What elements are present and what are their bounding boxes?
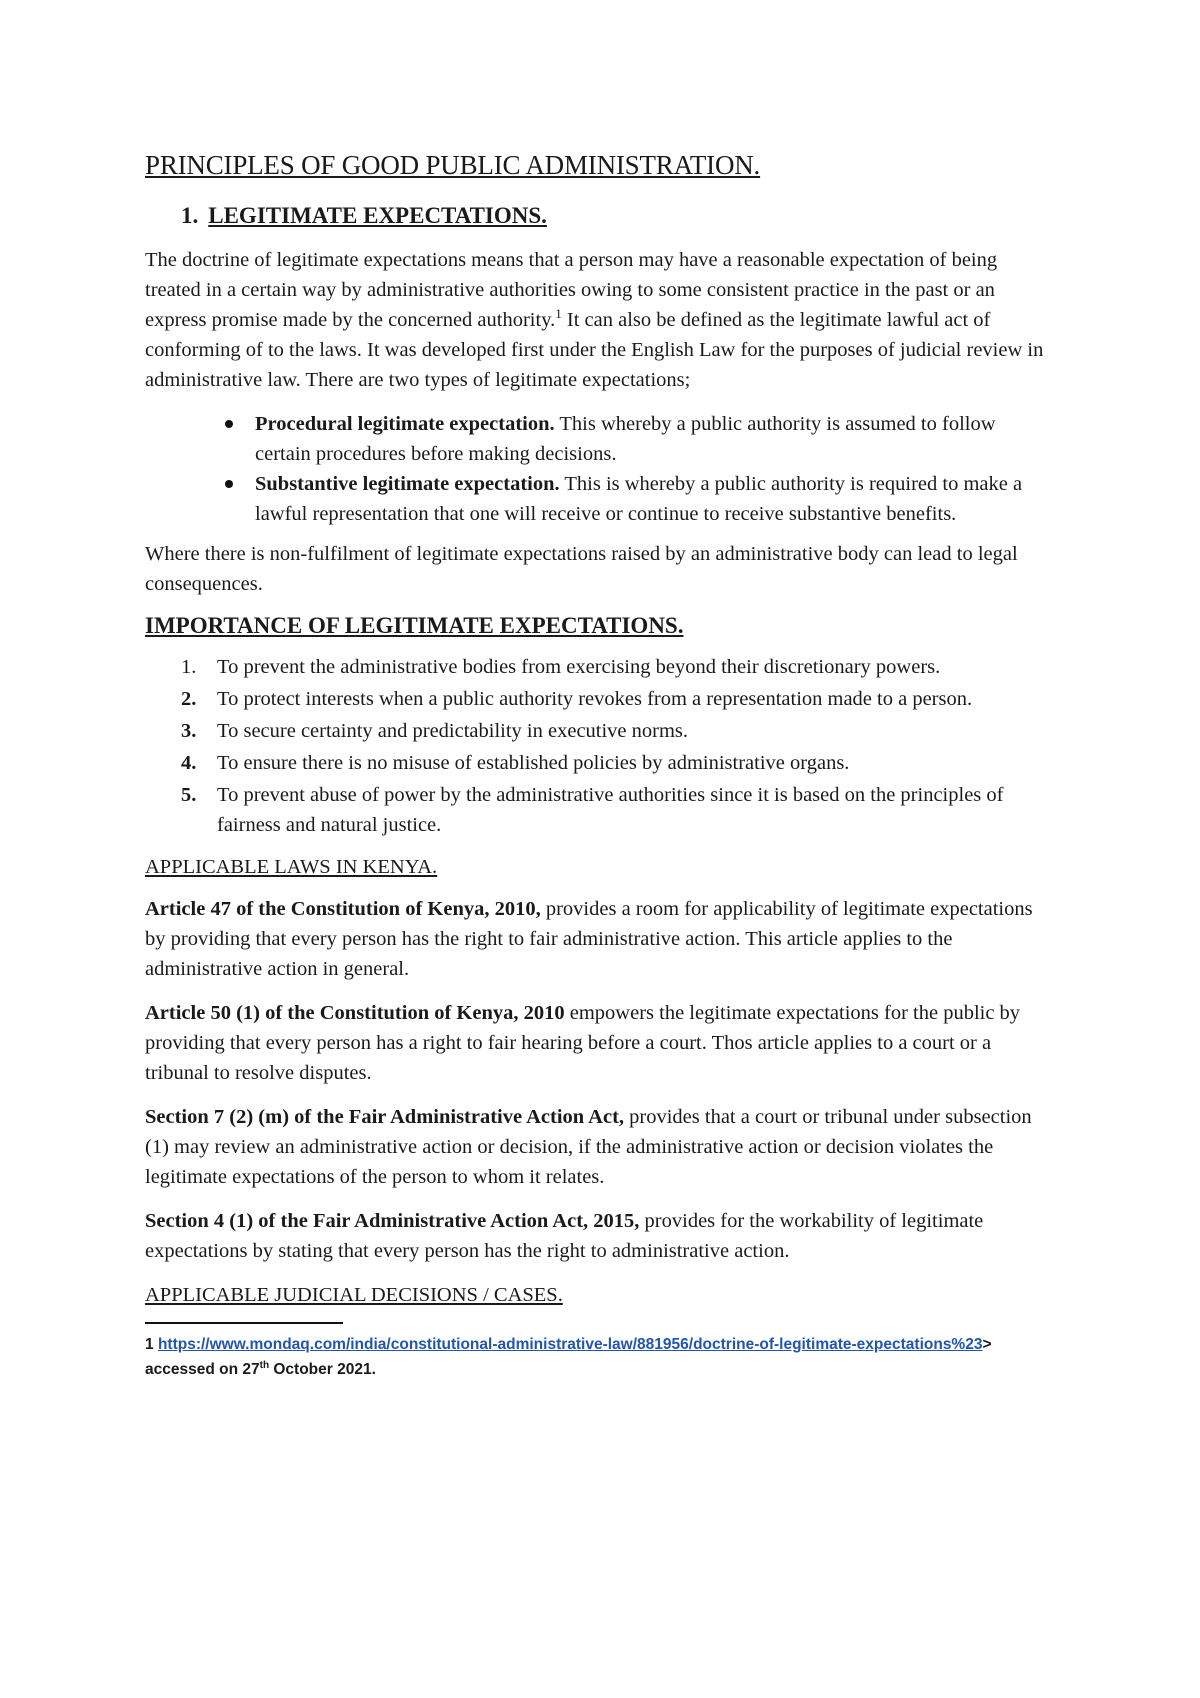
list-number: 3. <box>181 719 197 742</box>
list-item-text: To secure certainty and predictability in executive norms. <box>217 719 689 742</box>
document-page <box>145 150 1050 1382</box>
section-number: 1. <box>181 203 199 229</box>
law-citation: Section 7 (2) (m) of the Fair Administrative Action Act, <box>145 1105 625 1128</box>
bullet-icon <box>225 420 233 428</box>
list-item <box>219 469 1050 529</box>
footnote-link[interactable]: https://www.mondaq.com/india/constitutional-administrative-law/881956/doctrine-of-legitimate-expectations%23 <box>157 1335 983 1353</box>
law-text: provides a room for applicability of legitimate expectations by providing that every person has the right to fair administrative action. This article applies to the administrative action in general. <box>145 897 1033 980</box>
law-paragraph <box>145 1102 1050 1192</box>
list-item-text: To ensure there is no misuse of established policies by administrative organs. <box>217 751 850 774</box>
footnote-accessed-text: > accessed on 27 <box>145 1335 992 1378</box>
list-item-text: To prevent the administrative bodies from exercising beyond their discretionary powers. <box>217 655 941 678</box>
intro-text: The doctrine of legitimate expectations means that a person may have a reasonable expectation of being treated in a certain way by administrative authorities owing to some consistent practice in the past or an express promise made by the concerned authority. <box>145 249 998 332</box>
law-text: provides for the workability of legitimate expectations by stating that every person has the right to administrative action. <box>145 1209 984 1262</box>
intro-paragraph <box>145 245 1050 395</box>
bullet-icon <box>225 480 233 488</box>
footnote <box>145 1332 1050 1382</box>
list-item-term: Procedural legitimate expectation. <box>255 413 555 436</box>
footnote-date-text: October 2021. <box>269 1360 376 1378</box>
list-item <box>181 780 1050 840</box>
footnote-divider <box>145 1322 343 1324</box>
expectation-types-list <box>145 409 1050 529</box>
importance-list <box>145 652 1050 840</box>
list-number: 1. <box>181 655 197 678</box>
list-item <box>219 409 1050 469</box>
footnote-reference[interactable]: 1 <box>555 306 562 322</box>
list-item <box>181 748 1050 778</box>
law-text: provides that a court or tribunal under subsection (1) may review an administrative action or decision, if the administrative action or decision violates the legitimate expectations of the person to whom it relates. <box>145 1105 1032 1188</box>
section-heading-label: LEGITIMATE EXPECTATIONS. <box>208 203 547 229</box>
list-number: 4. <box>181 751 197 774</box>
list-item-text: To prevent abuse of power by the administrative authorities since it is based on the principles of fairness and natural justice. <box>217 783 1004 836</box>
section-heading-legitimate-expectations <box>145 203 1050 229</box>
list-number: 2. <box>181 687 197 710</box>
law-citation: Section 4 (1) of the Fair Administrative Action Act, 2015, <box>145 1209 640 1232</box>
footnote-number: 1 <box>145 1335 154 1353</box>
law-paragraph <box>145 998 1050 1088</box>
list-item-text: This whereby a public authority is assumed to follow certain procedures before making decisions. <box>255 413 996 466</box>
list-item <box>181 684 1050 714</box>
list-item-text: To protect interests when a public authority revokes from a representation made to a person. <box>217 687 973 710</box>
importance-heading: IMPORTANCE OF LEGITIMATE EXPECTATIONS. <box>145 613 684 639</box>
intro-text-continued: It can also be defined as the legitimate lawful act of conforming of to the laws. It was developed first under the English Law for the purposes of judicial review in administrative law. There are two types of legitimate expectations; <box>145 309 1044 392</box>
list-item <box>181 652 1050 682</box>
law-paragraph <box>145 894 1050 984</box>
footnote-ordinal: th <box>259 1359 270 1371</box>
list-item-term: Substantive legitimate expectation. <box>255 473 560 496</box>
cases-heading: APPLICABLE JUDICIAL DECISIONS / CASES. <box>145 1283 563 1306</box>
law-citation: Article 50 (1) of the Constitution of Kenya, 2010 <box>145 1001 565 1024</box>
law-paragraph <box>145 1206 1050 1266</box>
closing-paragraph: Where there is non-fulfilment of legitimate expectations raised by an administrative body can lead to legal consequences. <box>145 543 1018 596</box>
law-text: empowers the legitimate expectations for the public by providing that every person has a right to fair hearing before a court. Thos article applies to a court or a tribunal to resolve disputes. <box>145 1001 1021 1084</box>
list-number: 5. <box>181 783 197 806</box>
list-item <box>181 716 1050 746</box>
laws-heading: APPLICABLE LAWS IN KENYA. <box>145 855 438 878</box>
list-item-text: This is whereby a public authority is required to make a lawful representation that one will receive or continue to receive substantive benefits. <box>255 473 1023 526</box>
law-citation: Article 47 of the Constitution of Kenya, 2010, <box>145 897 541 920</box>
document-title: PRINCIPLES OF GOOD PUBLIC ADMINISTRATION. <box>145 150 761 180</box>
